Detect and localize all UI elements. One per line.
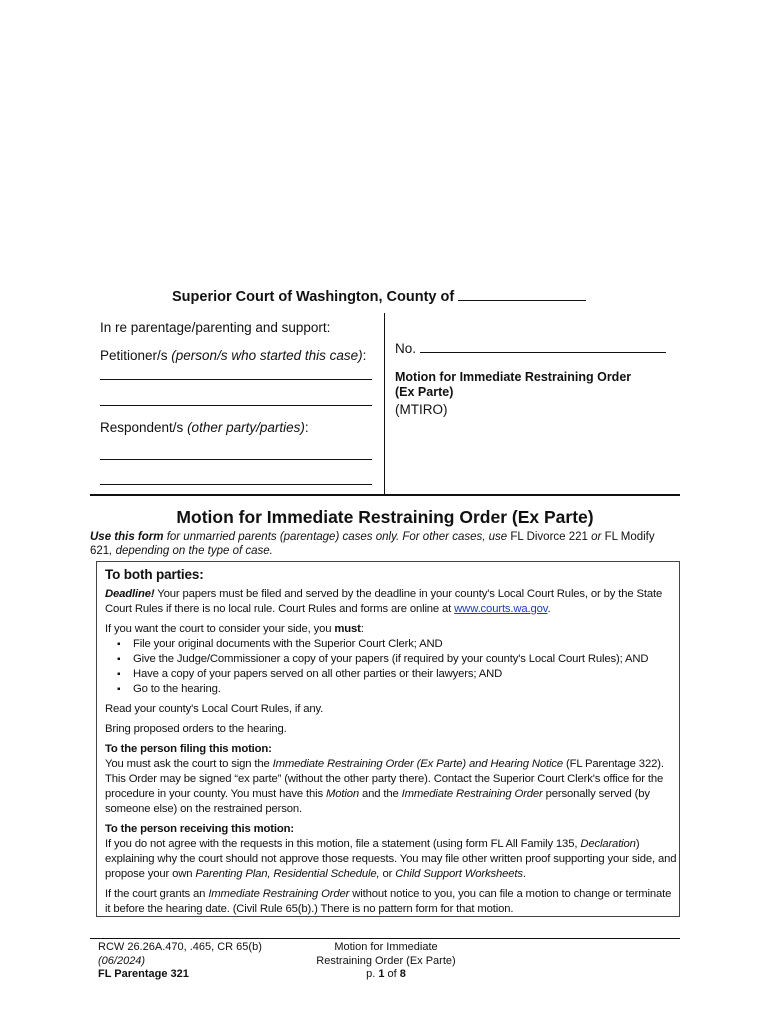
- list-item: ▪ Have a copy of your papers served on all other parties or their lawyers; AND: [133, 667, 677, 682]
- consider-paragraph: If you want the court to consider your side, you must:: [105, 623, 364, 635]
- footer-rcw: RCW 26.26A.470, .465, CR 65(b): [98, 941, 262, 953]
- doc-title-line1: Motion for Immediate Restraining Order: [395, 370, 632, 384]
- footer-date: (06/2024): [98, 954, 146, 967]
- caption-divider: [384, 313, 385, 495]
- caption-parties: [100, 320, 372, 485]
- use-note: Use this form for unmarried parents (parentage) cases only. For other cases, use FL Divorce 221 or FL Modify 621, depending on the type of case.: [90, 531, 655, 557]
- footer-title-line1: Motion for Immediate: [334, 941, 438, 953]
- petitioner-line-2[interactable]: [100, 405, 372, 406]
- list-item: ▪ Give the Judge/Commissioner a copy of your papers (if required by your county's Local Court Rules); AND: [133, 652, 677, 667]
- case-number-blank[interactable]: [420, 338, 666, 353]
- bring-orders-text: Bring proposed orders to the hearing.: [105, 723, 287, 735]
- respondent-line-1[interactable]: [100, 459, 372, 460]
- respondent-label: Respondent/s (other party/parties):: [100, 420, 309, 435]
- footer-center: [300, 941, 472, 982]
- page-title: Motion for Immediate Restraining Order (Ex Parte): [176, 507, 594, 527]
- receiving-heading: To the person receiving this motion:: [105, 823, 294, 835]
- petitioner-label: Petitioner/s (person/s who started this case):: [100, 348, 367, 363]
- grant-paragraph: If the court grants an Immediate Restraining Order without notice to you, you can file a motion to change or terminate it before the hearing date. (Civil Rule 65(b).) There is no pattern form for that motion.: [105, 888, 672, 915]
- doc-code: (MTIRO): [395, 402, 448, 417]
- filing-paragraph: You must ask the court to sign the Immediate Restraining Order (Ex Parte) and Hearing Notice (FL Parentage 322). This Order may be signed “ex parte” (without the other party there). Contact the Superior Court Clerk's office for the procedure in your county. You must have this Motion and the Immediate Restraining Order personally served (by someone else) on the restrained person.: [105, 758, 664, 815]
- read-rules-text: Read your county's Local Court Rules, if any.: [105, 703, 324, 715]
- court-header: [172, 287, 586, 305]
- footer-left: [98, 941, 262, 982]
- footer-title-line2: Restraining Order (Ex Parte): [316, 954, 456, 967]
- deadline-paragraph: Deadline! Your papers must be filed and served by the deadline in your county's Local Court Rules, or by the State Court Rules if there is no local rule. Court Rules and forms are online at www.courts.wa.gov.: [105, 588, 663, 615]
- requirements-list: [105, 637, 677, 697]
- instructions-box: [96, 561, 680, 917]
- caption-bottom-rule: [90, 494, 680, 496]
- footer-page-number: p. 1 of 8: [366, 968, 406, 980]
- respondent-line-2[interactable]: [100, 484, 372, 485]
- doc-title-line2: (Ex Parte): [395, 385, 454, 399]
- box-title: To both parties:: [105, 567, 204, 582]
- county-blank[interactable]: [458, 287, 586, 301]
- caption-case-info: [395, 338, 675, 417]
- footer-rule: [90, 938, 680, 939]
- court-header-text: Superior Court of Washington, County of: [172, 289, 455, 305]
- case-number: No.: [395, 338, 675, 356]
- footer-form-id: FL Parentage 321: [98, 968, 189, 980]
- petitioner-line-1[interactable]: [100, 379, 372, 380]
- courts-link[interactable]: www.courts.wa.gov: [454, 603, 548, 615]
- list-item: ▪ File your original documents with the Superior Court Clerk; AND: [133, 637, 677, 652]
- list-item: ▪ Go to the hearing.: [133, 682, 677, 697]
- receiving-paragraph: If you do not agree with the requests in this motion, file a statement (using form FL All Family 135, Declaration) explaining why the court should not approve those requests. You may file other written proof supporting your side, and propose your own Parenting Plan, Residential Schedule, or Child Support Worksheets.: [105, 838, 677, 880]
- in-re-label: In re parentage/parenting and support:: [100, 320, 331, 335]
- filing-heading: To the person filing this motion:: [105, 743, 272, 755]
